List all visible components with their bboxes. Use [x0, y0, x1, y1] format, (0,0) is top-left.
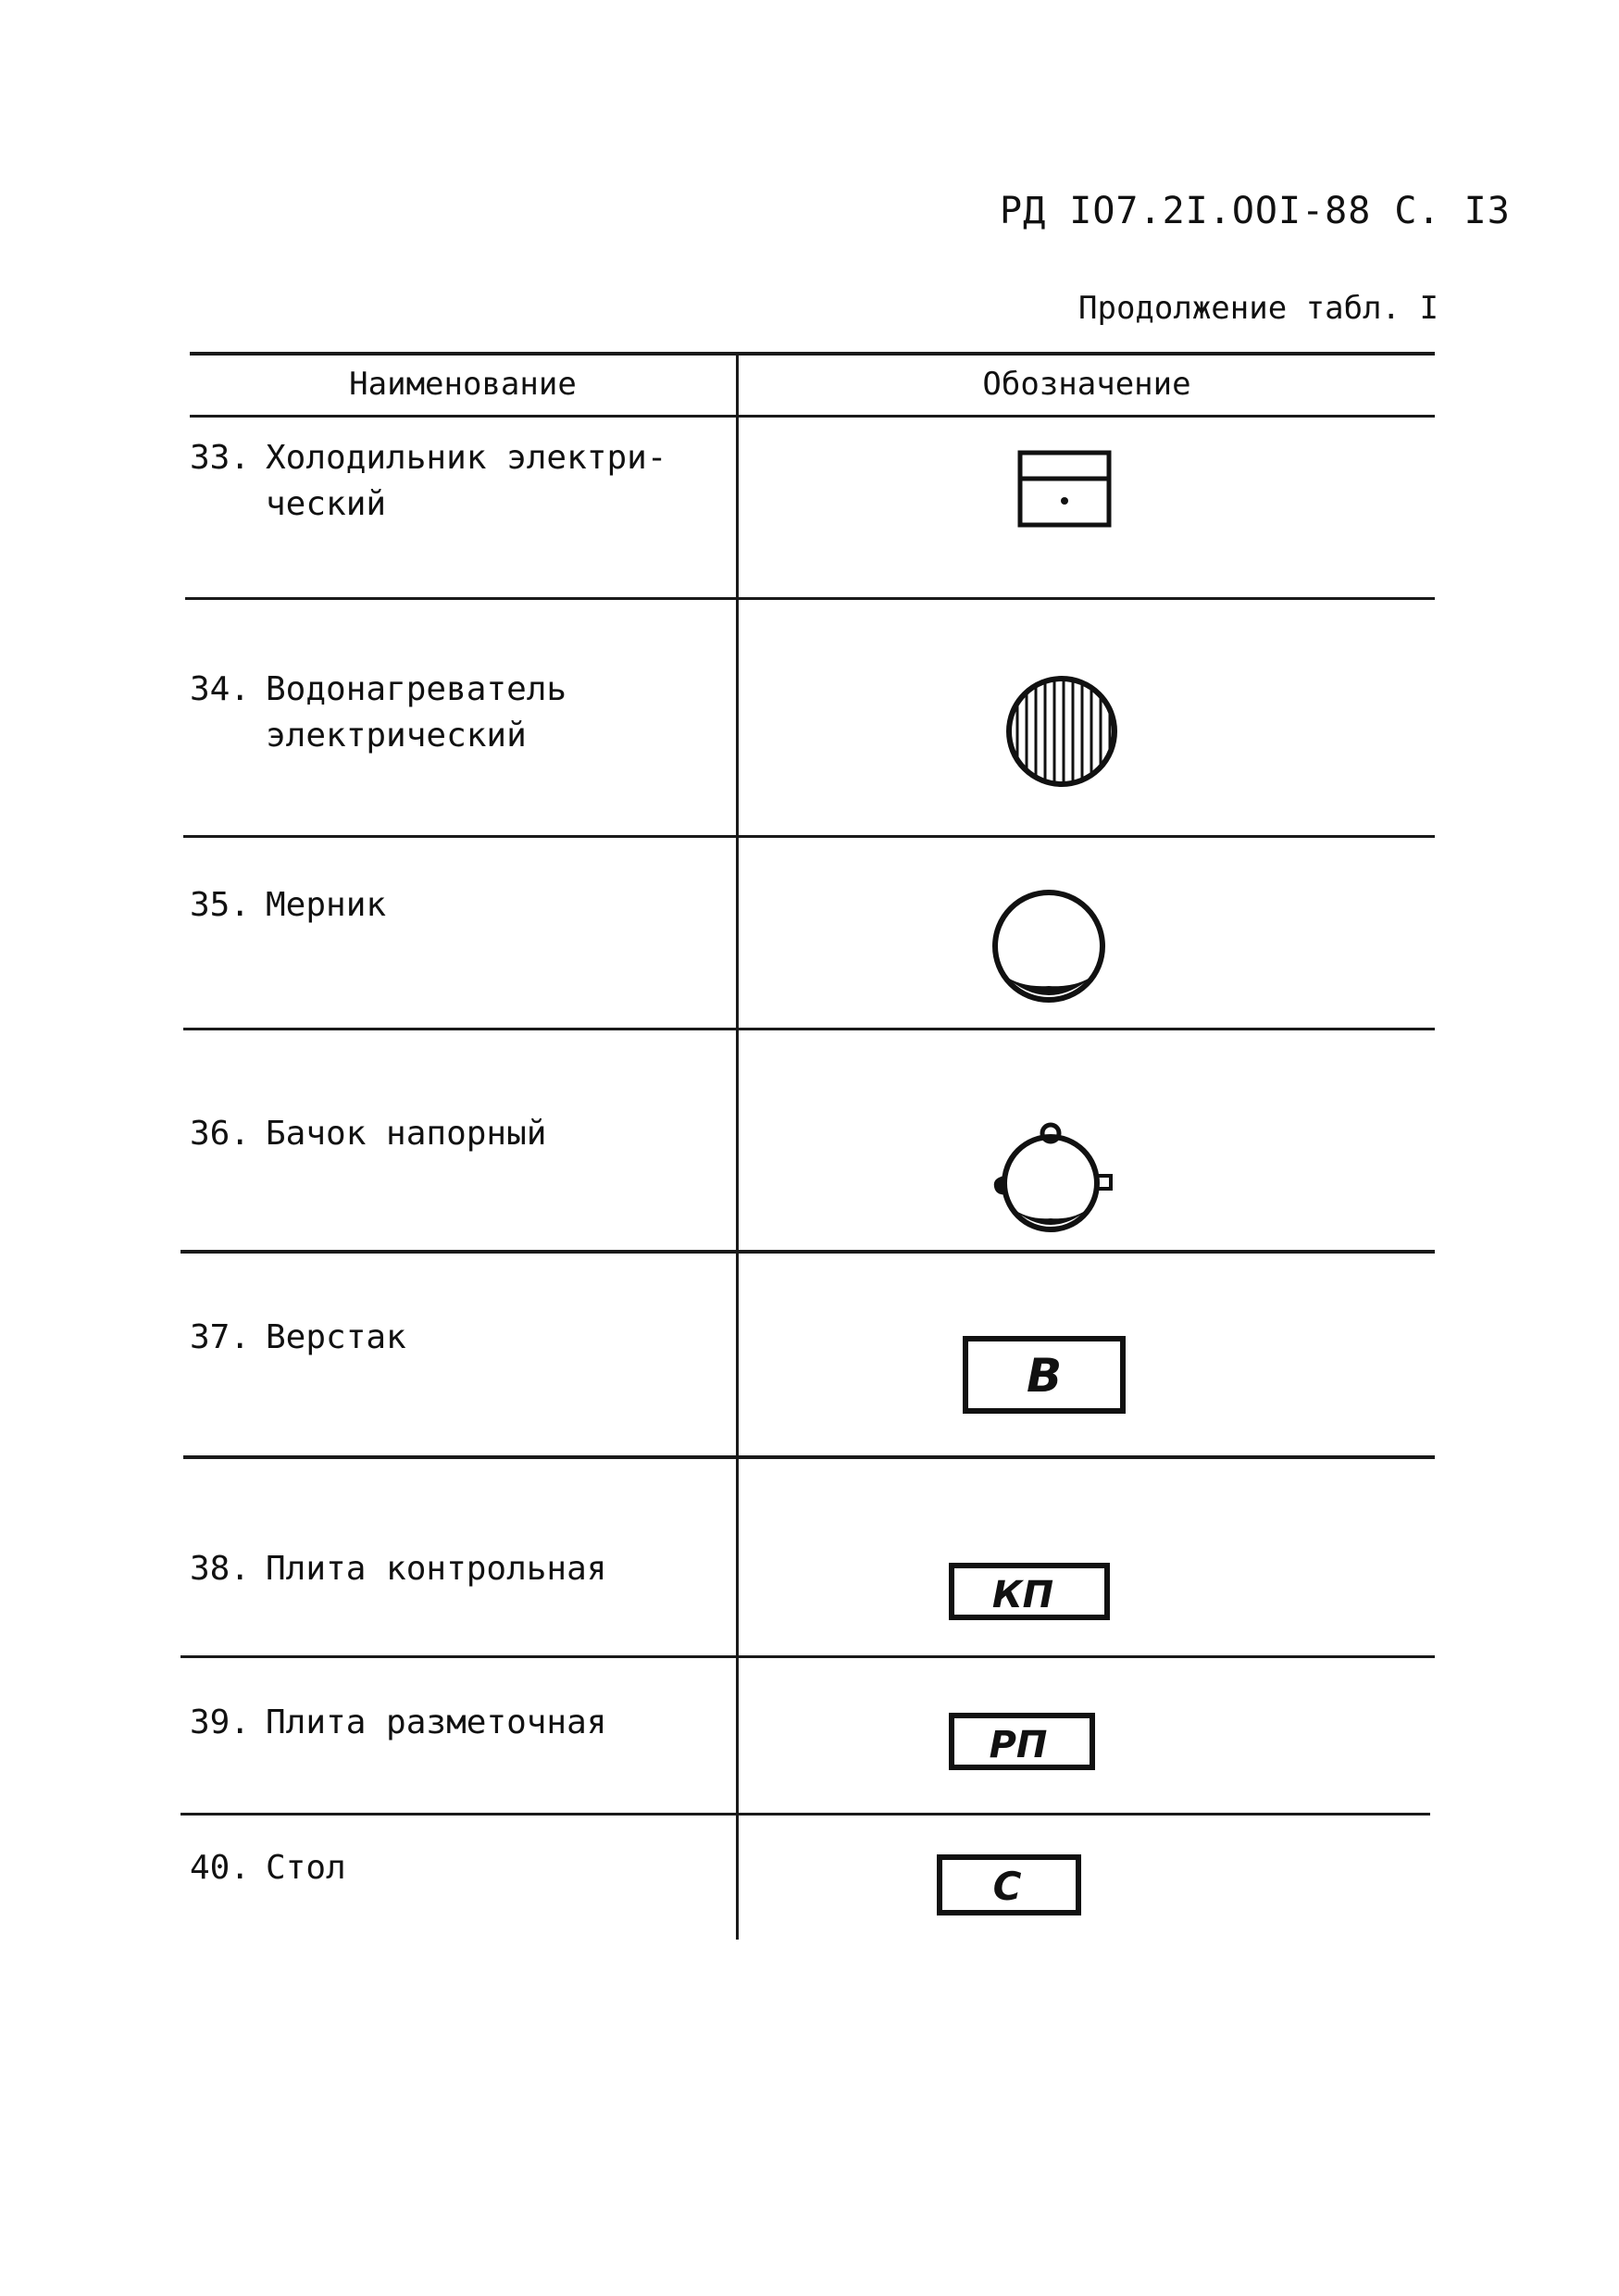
control-plate-symbol-label: КП [991, 1574, 1054, 1616]
row-name-line: электрический [266, 717, 527, 755]
measuring-tank-icon [989, 886, 1109, 1006]
row-separator [181, 1655, 1435, 1658]
control-plate-icon [949, 1563, 1110, 1620]
row-name-line: Водонагреватель [266, 670, 567, 708]
workbench-icon [963, 1336, 1126, 1416]
row-number: 34. [190, 670, 251, 708]
row-number: 40. [190, 1849, 251, 1887]
row-name-line: Мерник [266, 886, 387, 924]
table-symbol-label: С [992, 1864, 1022, 1909]
row-number: 35. [190, 886, 251, 924]
table-row-name [190, 1315, 406, 1361]
row-name-line: Плита разметочная [266, 1703, 607, 1741]
row-name-line: Холодильник электри- [266, 439, 667, 477]
row-number: 38. [190, 1550, 251, 1588]
row-separator [183, 835, 1435, 838]
row-name-line: Верстак [266, 1318, 406, 1356]
row-number: 36. [190, 1115, 251, 1153]
row-name-line: ческий [266, 485, 387, 523]
row-separator [183, 1028, 1435, 1030]
document-reference: РД IO7.2I.OOI-88 С. I3 [1000, 190, 1511, 232]
refrigerator-icon [1018, 451, 1111, 527]
table-row-name [190, 435, 666, 528]
column-header-symbol: Обозначение [982, 366, 1191, 403]
marking-plate-icon [949, 1713, 1095, 1770]
table-row-name [190, 1700, 606, 1746]
row-name-line: Плита контрольная [266, 1550, 607, 1588]
row-separator [181, 1813, 1430, 1816]
table-row-name [190, 1111, 546, 1157]
water-heater-icon [1004, 674, 1119, 789]
column-header-name: Наименование [349, 366, 577, 403]
workbench-symbol-label: В [1026, 1349, 1063, 1403]
table-row-name [190, 882, 386, 929]
row-name-line: Бачок напорный [266, 1115, 547, 1153]
table-continuation-label: Продолжение табл. I [1078, 290, 1438, 327]
table-top-rule [190, 352, 1435, 356]
row-separator [185, 597, 1435, 600]
table-row-name [190, 1845, 346, 1891]
table-row-name [190, 1546, 606, 1592]
table-row-name [190, 667, 567, 759]
row-number: 33. [190, 439, 251, 477]
column-divider [736, 352, 739, 1940]
row-separator [181, 1250, 1435, 1254]
row-name-line: Стол [266, 1849, 346, 1887]
pressure-tank-icon [990, 1120, 1120, 1241]
row-separator [183, 1455, 1435, 1459]
marking-plate-symbol-label: РП [989, 1724, 1048, 1766]
row-number: 39. [190, 1703, 251, 1741]
table-icon [937, 1854, 1081, 1915]
header-bottom-rule [190, 415, 1435, 418]
row-number: 37. [190, 1318, 251, 1356]
